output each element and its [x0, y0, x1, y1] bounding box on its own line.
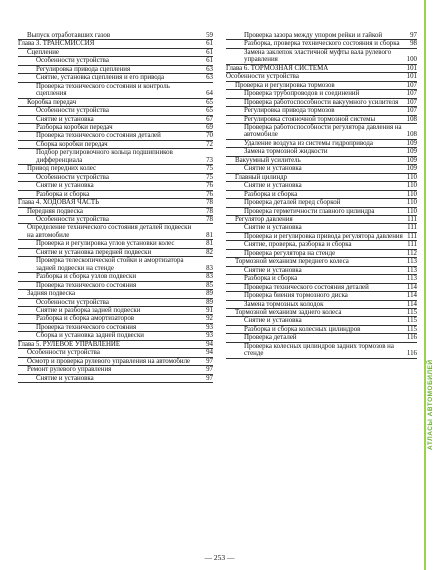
- toc-entry-title: Особенности устройства: [36, 298, 109, 306]
- toc-entry-page: 61: [206, 40, 213, 48]
- toc-entry-title: Разборка и сборка: [244, 275, 298, 283]
- toc-entry-title: Снятие и установка: [244, 182, 302, 190]
- toc-entry-page: 78: [206, 199, 213, 207]
- toc-entry-page: 115: [406, 308, 417, 316]
- toc-entry-page: 93: [206, 323, 213, 331]
- toc-entry: [18, 332, 213, 340]
- toc-entry-page: 89: [206, 298, 213, 306]
- toc-entry-page: 64: [206, 90, 213, 98]
- toc-entry-title: Замена тормозных колодок: [244, 300, 324, 308]
- toc-entry-title: Разборка и сборка колесных цилиндров: [244, 325, 361, 333]
- toc-entry-page: 111: [407, 224, 417, 232]
- toc-entry-page: 109: [406, 148, 417, 156]
- toc-entry: [226, 191, 417, 199]
- toc-entry: [18, 349, 213, 357]
- toc-entry: [226, 49, 417, 65]
- toc-entry-title: Снятие и установка: [36, 374, 94, 382]
- toc-entry-title: Вакуумный усилитель: [235, 156, 301, 164]
- toc-entry-page: 65: [206, 98, 213, 106]
- toc-entry: [226, 82, 417, 90]
- toc-entry-title: Задняя подвеска: [27, 290, 76, 298]
- toc-entry-page: 107: [406, 81, 417, 89]
- toc-entry: [226, 258, 417, 266]
- toc-entry-page: 116: [406, 350, 417, 358]
- toc-entry: [18, 149, 213, 165]
- toc-entry: [18, 182, 213, 190]
- toc-entry-page: 113: [406, 275, 417, 283]
- toc-entry: [18, 57, 213, 65]
- toc-entry-title: Привод передних колес: [27, 165, 97, 173]
- toc-entry: [226, 157, 417, 165]
- toc-entry: [226, 343, 417, 359]
- toc-entry-title: Проверка работоспособности вакуумного усилителя: [244, 98, 399, 106]
- toc-entry-title: Глава 3. ТРАНСМИССИЯ: [18, 40, 95, 48]
- toc-entry-title: Особенности устройства: [36, 57, 109, 65]
- toc-entry-title: Осмотр и проверка рулевого управления на автомобиле: [27, 357, 191, 365]
- toc-entry: [18, 40, 213, 48]
- toc-entry: [18, 199, 213, 207]
- toc-entry-page: 65: [206, 107, 213, 115]
- toc-entry-title: Особенности устройства: [36, 107, 109, 115]
- toc-entry-title: Снятие и установка: [244, 266, 302, 274]
- toc-entry-title: Ремонт рулевого управления: [27, 366, 112, 374]
- toc-entry-page: 94: [206, 349, 213, 357]
- toc-entry: [18, 257, 213, 273]
- toc-entry-title: Разборка и сборка: [36, 190, 90, 198]
- toc-entry-title: Снятие и разборка задней подвески: [36, 306, 141, 314]
- toc-entry-title: Передняя подвеска: [27, 207, 83, 215]
- toc-entry-page: 98: [410, 40, 417, 48]
- toc-entry-page: 93: [206, 332, 213, 340]
- toc-entry-page: 91: [206, 306, 213, 314]
- toc-entry: [18, 249, 213, 257]
- toc-entry-page: 81: [206, 240, 213, 248]
- toc-entry-title: Регулятор давления: [235, 215, 293, 223]
- toc-entry-page: 76: [206, 182, 213, 190]
- toc-entry-title: Разборка и сборка: [244, 190, 298, 198]
- toc-entry-page: 97: [206, 374, 213, 382]
- toc-entry-page: 111: [407, 232, 417, 240]
- toc-entry: [18, 341, 213, 349]
- toc-entry-title: Тормозной механизм переднего колеса: [235, 258, 349, 266]
- toc-right-column: [226, 32, 417, 359]
- toc-entry: [226, 90, 417, 98]
- toc-entry: [18, 208, 213, 216]
- toc-entry: [18, 216, 213, 224]
- toc-entry-page: 83: [206, 264, 213, 272]
- toc-entry: [18, 290, 213, 298]
- toc-entry: [18, 282, 213, 290]
- toc-entry-title: Проверка технического состояния: [36, 281, 137, 289]
- toc-entry-page: 81: [206, 231, 213, 239]
- toc-entry-page: 111: [407, 215, 417, 223]
- toc-entry-title: Главный цилиндр: [235, 173, 288, 181]
- toc-entry-title: Снятие и установка: [244, 224, 302, 232]
- toc-entry: [226, 182, 417, 190]
- toc-entry-title: Проверка и регулировка тормозов: [235, 81, 335, 89]
- toc-entry-title: Проверка и регулировка углов установки колес: [36, 240, 175, 248]
- toc-entry-page: 94: [206, 340, 213, 348]
- toc-entry: [18, 83, 213, 99]
- toc-entry-title: Замена заклепок эластичной муфты вала рулевого управления: [244, 48, 392, 64]
- toc-entry-page: 59: [206, 32, 213, 39]
- toc-entry-title: Разборка и сборка узлов подвески: [36, 273, 137, 281]
- toc-entry-title: Проверка трубопроводов и соединений: [244, 90, 360, 98]
- toc-entry: [226, 241, 417, 249]
- toc-entry: [18, 324, 213, 332]
- toc-entry: [18, 273, 213, 281]
- toc-entry: [18, 358, 213, 366]
- toc-entry-title: Особенности устройства: [36, 173, 109, 181]
- toc-entry-page: 97: [206, 366, 213, 374]
- toc-entry-title: Разборка коробки передач: [36, 123, 113, 131]
- toc-entry-page: 109: [406, 165, 417, 173]
- toc-entry-title: Проверка регулятора на стенде: [244, 249, 336, 257]
- toc-entry: [226, 140, 417, 148]
- toc-entry: [226, 107, 417, 115]
- toc-entry-title: Снятие и установка: [36, 182, 94, 190]
- toc-entry-page: 111: [407, 241, 417, 249]
- toc-entry: [226, 250, 417, 258]
- toc-entry-title: Особенности устройства: [226, 73, 299, 81]
- toc-entry: [226, 165, 417, 173]
- toc-entry-title: Снятие и установка: [244, 165, 302, 173]
- toc-entry-title: Разборка, проверка технического состояния и сборка: [244, 40, 400, 48]
- toc-entry-title: Проверка герметичности главного цилиндра: [244, 207, 375, 215]
- toc-entry-page: 67: [206, 115, 213, 123]
- page-number: — 253 —: [204, 553, 235, 562]
- toc-entry-title: Проверка телескопической стойки и амортизатора задней подвески на стенде: [36, 257, 184, 272]
- toc-entry-page: 108: [406, 115, 417, 123]
- toc-entry-page: 114: [406, 283, 417, 291]
- toc-entry-page: 63: [206, 65, 213, 73]
- toc-entry: [226, 275, 417, 283]
- toc-entry-page: 75: [206, 165, 213, 173]
- toc-entry-title: Снятие, проверка, разборка и сборка: [244, 241, 352, 249]
- toc-entry-page: 116: [406, 334, 417, 342]
- toc-entry-page: 113: [406, 258, 417, 266]
- toc-entry-page: 109: [406, 139, 417, 147]
- toc-entry-title: Проверка биения тормозного диска: [244, 292, 348, 300]
- toc-entry: [226, 40, 417, 48]
- toc-entry-page: 115: [406, 325, 417, 333]
- toc-entry-page: 112: [406, 249, 417, 257]
- toc-entry: [226, 326, 417, 334]
- toc-entry-title: Проверка технического состояния и контроль сцепления: [36, 82, 170, 98]
- toc-entry: [226, 116, 417, 124]
- toc-entry: [18, 315, 213, 323]
- toc-left-column: [18, 32, 213, 383]
- toc-entry-page: 89: [206, 290, 213, 298]
- toc-entry-title: Особенности устройства: [36, 215, 109, 223]
- toc-entry-title: Проверка технического состояния деталей: [244, 283, 369, 291]
- toc-entry: [226, 65, 417, 73]
- toc-entry: [226, 73, 417, 81]
- toc-entry: [18, 66, 213, 74]
- toc-entry-title: Разборка и сборка амортизаторов: [36, 315, 135, 323]
- toc-entry-page: 109: [406, 156, 417, 164]
- toc-entry-page: 107: [406, 98, 417, 106]
- toc-entry-title: Регулировка привода тормозов: [244, 107, 335, 115]
- toc-entry-page: 85: [206, 281, 213, 289]
- toc-entry: [18, 74, 213, 82]
- toc-entry: [18, 141, 213, 149]
- toc-entry: [18, 366, 213, 374]
- toc-entry: [226, 224, 417, 232]
- toc-entry-title: Сборка коробки передач: [36, 140, 108, 148]
- toc-entry: [18, 116, 213, 124]
- toc-entry-title: Проверка технического состояния деталей: [36, 132, 161, 140]
- toc-entry-page: 113: [406, 266, 417, 274]
- series-label: АТЛАСЫ АВТОМОБИЛЕЙ: [427, 359, 434, 451]
- toc-entry-page: 114: [406, 292, 417, 300]
- toc-entry-title: Особенности устройства: [27, 349, 100, 357]
- toc-entry: [18, 191, 213, 199]
- toc-entry: [18, 174, 213, 182]
- toc-entry-title: Удаление воздуха из системы гидропривода: [244, 139, 373, 147]
- toc-entry: [226, 317, 417, 325]
- toc-entry: [226, 216, 417, 224]
- toc-entry: [18, 132, 213, 140]
- toc-entry-page: 110: [406, 199, 417, 207]
- toc-entry: [226, 309, 417, 317]
- toc-entry: [18, 165, 213, 173]
- toc-entry-title: Проверка деталей перед сборкой: [244, 199, 341, 207]
- toc-entry: [18, 240, 213, 248]
- toc-entry-page: 101: [406, 73, 417, 81]
- toc-entry: [226, 174, 417, 182]
- toc-entry-page: 110: [406, 182, 417, 190]
- toc-entry-page: 92: [206, 315, 213, 323]
- toc-entry-title: Снятие, установка сцепления и его привода: [36, 74, 165, 82]
- toc-entry-page: 115: [406, 317, 417, 325]
- toc-entry-page: 69: [206, 123, 213, 131]
- toc-entry: [18, 32, 213, 40]
- toc-entry-title: Тормозной механизм заднего колеса: [235, 308, 342, 316]
- toc-entry-title: Регулировка привода сцепления: [36, 65, 131, 73]
- toc-entry-title: Проверка деталей: [244, 334, 297, 342]
- toc-entry-page: 75: [206, 173, 213, 181]
- toc-entry-page: 70: [206, 132, 213, 140]
- toc-entry: [226, 124, 417, 140]
- toc-entry-page: 107: [406, 107, 417, 115]
- toc-entry-title: Проверка колесных цилиндров задних тормозов на стенде: [244, 342, 394, 358]
- toc-entry: [226, 292, 417, 300]
- toc-entry-page: 61: [206, 48, 213, 56]
- toc-entry-page: 78: [206, 215, 213, 223]
- toc-entry: [226, 148, 417, 156]
- toc-entry-page: 110: [406, 207, 417, 215]
- toc-entry-title: Замена тормозной жидкости: [244, 148, 328, 156]
- toc-entry: [18, 49, 213, 57]
- toc-entry-title: Проверка работоспособности регулятора давления на автомобиле: [244, 123, 402, 139]
- toc-entry: [18, 99, 213, 107]
- toc-entry-title: Коробка передач: [27, 98, 77, 106]
- toc-entry-title: Регулировка стояночной тормозной системы: [244, 115, 376, 123]
- toc-entry: [18, 224, 213, 240]
- toc-entry: [226, 233, 417, 241]
- toc-entry: [18, 307, 213, 315]
- toc-entry-title: Проверка технического состояния: [36, 323, 137, 331]
- toc-entry: [18, 299, 213, 307]
- toc-entry: [226, 284, 417, 292]
- toc-entry: [226, 334, 417, 342]
- toc-entry-page: 61: [206, 57, 213, 65]
- toc-entry: [18, 107, 213, 115]
- toc-entry-page: 76: [206, 190, 213, 198]
- toc-entry-page: 110: [406, 173, 417, 181]
- toc-entry-page: 63: [206, 74, 213, 82]
- toc-entry-title: Снятие и установка: [244, 317, 302, 325]
- toc-entry-page: 73: [206, 156, 213, 164]
- toc-entry: [226, 199, 417, 207]
- toc-entry-title: Глава 5. РУЛЕВОЕ УПРАВЛЕНИЕ: [18, 340, 121, 348]
- toc-entry-title: Определение технического состояния деталей подвески на автомобиле: [27, 224, 192, 239]
- toc-entry: [226, 32, 417, 40]
- toc-entry-page: 83: [206, 273, 213, 281]
- toc-entry-title: Глава 4. ХОДОВАЯ ЧАСТЬ: [18, 199, 100, 207]
- toc-entry: [226, 267, 417, 275]
- toc-entry: [18, 124, 213, 132]
- toc-entry-title: Глава 6. ТОРМОЗНАЯ СИСТЕМА: [226, 64, 329, 72]
- toc-entry-title: Проверка зазора между упором рейки и гайкой: [244, 32, 383, 39]
- toc-entry-title: Проверка и регулировка привода регулятора давления: [244, 232, 403, 240]
- toc-entry-page: 110: [406, 190, 417, 198]
- toc-entry-page: 107: [406, 90, 417, 98]
- toc-entry: [18, 375, 213, 383]
- toc-entry-page: 108: [406, 131, 417, 139]
- toc-entry-page: 72: [206, 140, 213, 148]
- toc-entry-page: 97: [206, 357, 213, 365]
- toc-entry-page: 114: [406, 300, 417, 308]
- toc-entry-title: Подбор регулировочного кольца подшипников дифференциала: [36, 149, 173, 164]
- toc-entry-title: Сцепление: [27, 48, 59, 56]
- toc-entry-page: 78: [206, 207, 213, 215]
- toc-entry-title: Сборка и установка задней подвески: [36, 332, 144, 340]
- toc-entry: [226, 99, 417, 107]
- toc-entry-page: 101: [406, 64, 417, 72]
- toc-entry-page: 97: [410, 32, 417, 39]
- toc-entry-title: Снятие и установка: [36, 115, 94, 123]
- toc-entry-page: 82: [206, 248, 213, 256]
- toc-entry: [226, 208, 417, 216]
- toc-entry: [226, 301, 417, 309]
- toc-entry-page: 100: [406, 56, 417, 64]
- toc-entry-title: Выпуск отработавших газов: [27, 32, 111, 39]
- toc-entry-title: Снятие и установка передней подвески: [36, 248, 152, 256]
